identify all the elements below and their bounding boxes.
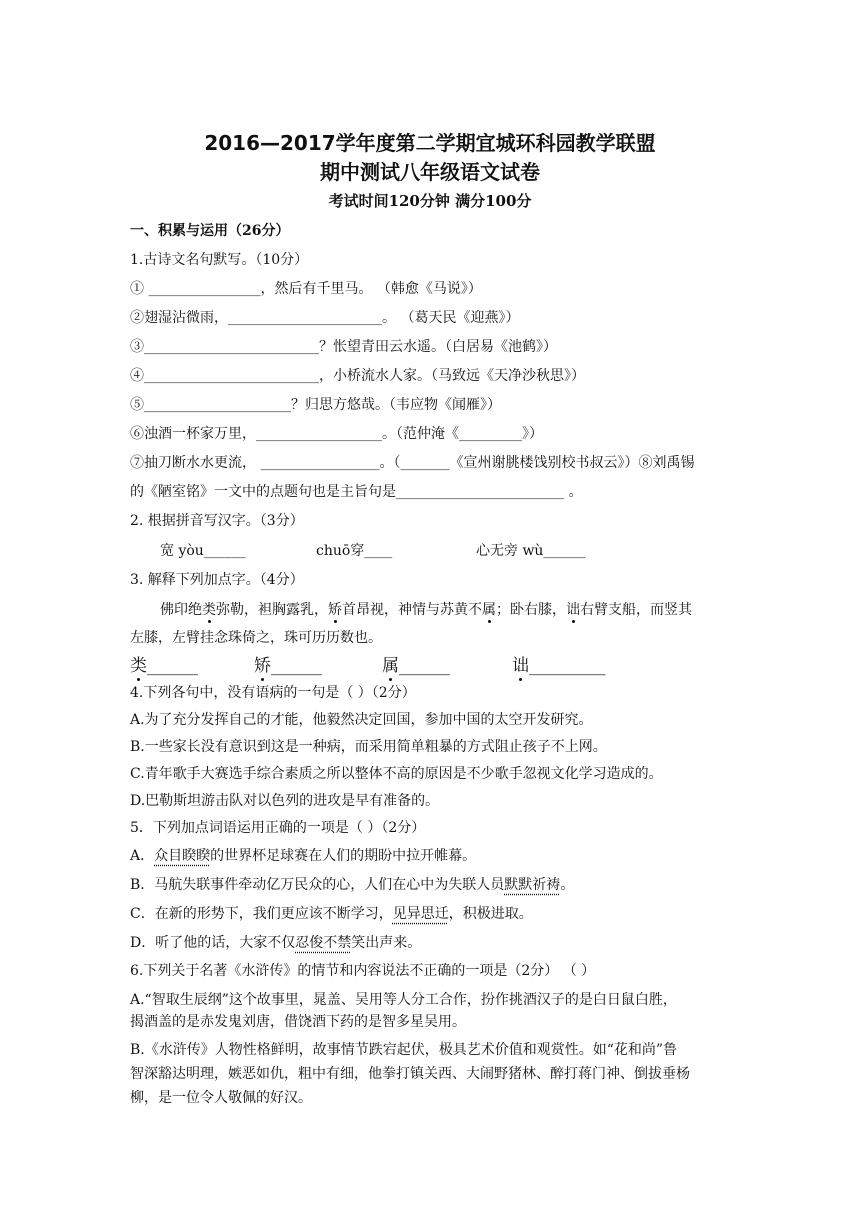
q2-blank-b: chuō穿____ <box>316 543 393 559</box>
q1-item: ① ________________，然后有千里马。 （韩愈《马说》） <box>130 281 482 297</box>
q3-passage-line2: 左膝，左臂挂念珠倚之，珠可历历数也。 <box>130 630 382 646</box>
dotted-phrase: 众目睽睽 <box>154 848 211 864</box>
dotted-char: 矫 <box>328 602 342 618</box>
dotted-char: 类 <box>202 602 216 618</box>
q2-heading: 2. 根据拼音写汉字。（3分） <box>130 513 304 529</box>
q5-heading: 5．下列加点词语运用正确的一项是（ ）（2分） <box>130 820 426 836</box>
q3-blank-2: 矫______ <box>254 656 322 676</box>
dotted-phrase: 忍俊不禁 <box>295 935 352 951</box>
title-line-1: 2016—2017学年度第二学期宜城环科园教学联盟 <box>204 131 656 155</box>
q1-item: ⑤_____________________？归思方悠哉。（韦应物《闻雁》） <box>130 397 501 413</box>
q1-heading: 1.古诗文名句默写。（10分） <box>130 252 309 268</box>
q1-item: ⑥浊酒一杯家万里，__________________。（范仲淹《_________》） <box>130 426 543 442</box>
q5-option-c: C．在新的形势下，我们更应该不断学习，见异思迁，积极进取。 <box>130 906 533 922</box>
q1-item: ④_________________________，小桥流水人家。（马致远《天净沙秋思》） <box>130 368 585 384</box>
q6-option-a-line1: A.“智取生辰纲”这个故事里，晁盖、吴用等人分工合作，扮作挑酒汉子的是白日鼠白胜， <box>130 992 677 1008</box>
dotted-char: 属 <box>382 656 399 676</box>
section-heading: 一、积累与运用（26分） <box>130 223 290 239</box>
q4-option: B.一些家长没有意识到这是一种病，而采用简单粗暴的方式阻止孩子不上网。 <box>130 739 607 755</box>
q4-option: C.青年歌手大赛选手综合素质之所以整体不高的原因是不少歌手忽视文化学习造成的。 <box>130 766 663 782</box>
q6-heading: 6.下列关于名著《水浒传》的情节和内容说法不正确的一项是（2分） （ ） <box>130 963 596 979</box>
exam-info: 考试时间120分钟 满分100分 <box>328 192 532 210</box>
dotted-char: 矫 <box>254 656 271 676</box>
q6-option-b-line3: 柳，是一位令人敬佩的好汉。 <box>130 1090 312 1106</box>
q1-item: 的《陋室铭》一文中的点题句也是主旨句是________________________ 。 <box>130 484 583 500</box>
q3-blank-4: 诎_________ <box>512 656 606 676</box>
q3-blank-3: 属______ <box>382 656 450 676</box>
title-line-2: 期中测试八年级语文试卷 <box>320 160 540 184</box>
q3-blank-1: 类______ <box>130 656 198 676</box>
q2-blank-a: 宽 yòu______ <box>160 543 246 559</box>
q3-heading: 3. 解释下列加点字。（4分） <box>130 572 304 588</box>
q1-item: ③_________________________？怅望青田云水遥。（白居易《池鹤》） <box>130 339 557 355</box>
q3-passage-line1: 佛印绝类弥勒，袒胸露乳，矫首昂视，神情与苏黄不属；卧右膝，诎右臂支船，而竖其 <box>160 602 692 618</box>
q4-option: D.巴勒斯坦游击队对以色列的进攻是早有准备的。 <box>130 793 440 809</box>
dotted-phrase: 默默祈祷 <box>504 877 561 893</box>
q6-option-a-line2: 揭酒盖的是赤发鬼刘唐，借饶酒下药的是智多星吴用。 <box>130 1014 466 1030</box>
q1-item: ②翅湿沾微雨，______________________。 （葛天民《迎燕》） <box>130 310 520 326</box>
dotted-phrase: 见异思迁 <box>392 906 449 922</box>
q6-option-b-line1: B.《水浒传》人物性格鲜明，故事情节跌宕起伏，极具艺术价值和观赏性。如“花和尚”鲁 <box>130 1042 678 1058</box>
dotted-char: 类 <box>130 656 147 676</box>
q1-item: ⑦抽刀断水水更流， _________________。（_______《宣州谢朓楼饯别校书叔云》）⑧刘禹锡 <box>130 455 695 471</box>
q4-heading: 4.下列各句中，没有语病的一句是（ ）（2分） <box>130 685 416 701</box>
dotted-char: 属 <box>482 602 496 618</box>
dotted-char: 诎 <box>512 656 529 676</box>
q5-option-b: B．马航失联事件牵动亿万民众的心，人们在心中为失联人员默默祈祷。 <box>130 877 575 893</box>
dotted-char: 诎 <box>566 602 580 618</box>
q2-blank-c: 心无旁 wù______ <box>476 543 586 559</box>
q4-option: A.为了充分发挥自己的才能，他毅然决定回国，参加中国的太空开发研究。 <box>130 712 593 728</box>
q5-option-a: A．众目睽睽的世界杯足球赛在人们的期盼中拉开帷幕。 <box>130 848 477 864</box>
q6-option-b-line2: 智深豁达明理，嫉恶如仇，粗中有细，他拳打镇关西、大闹野猪林、醉打蒋门神、倒拔垂杨 <box>130 1066 690 1082</box>
q5-option-d: D．听了他的话，大家不仅忍俊不禁笑出声来。 <box>130 935 422 951</box>
